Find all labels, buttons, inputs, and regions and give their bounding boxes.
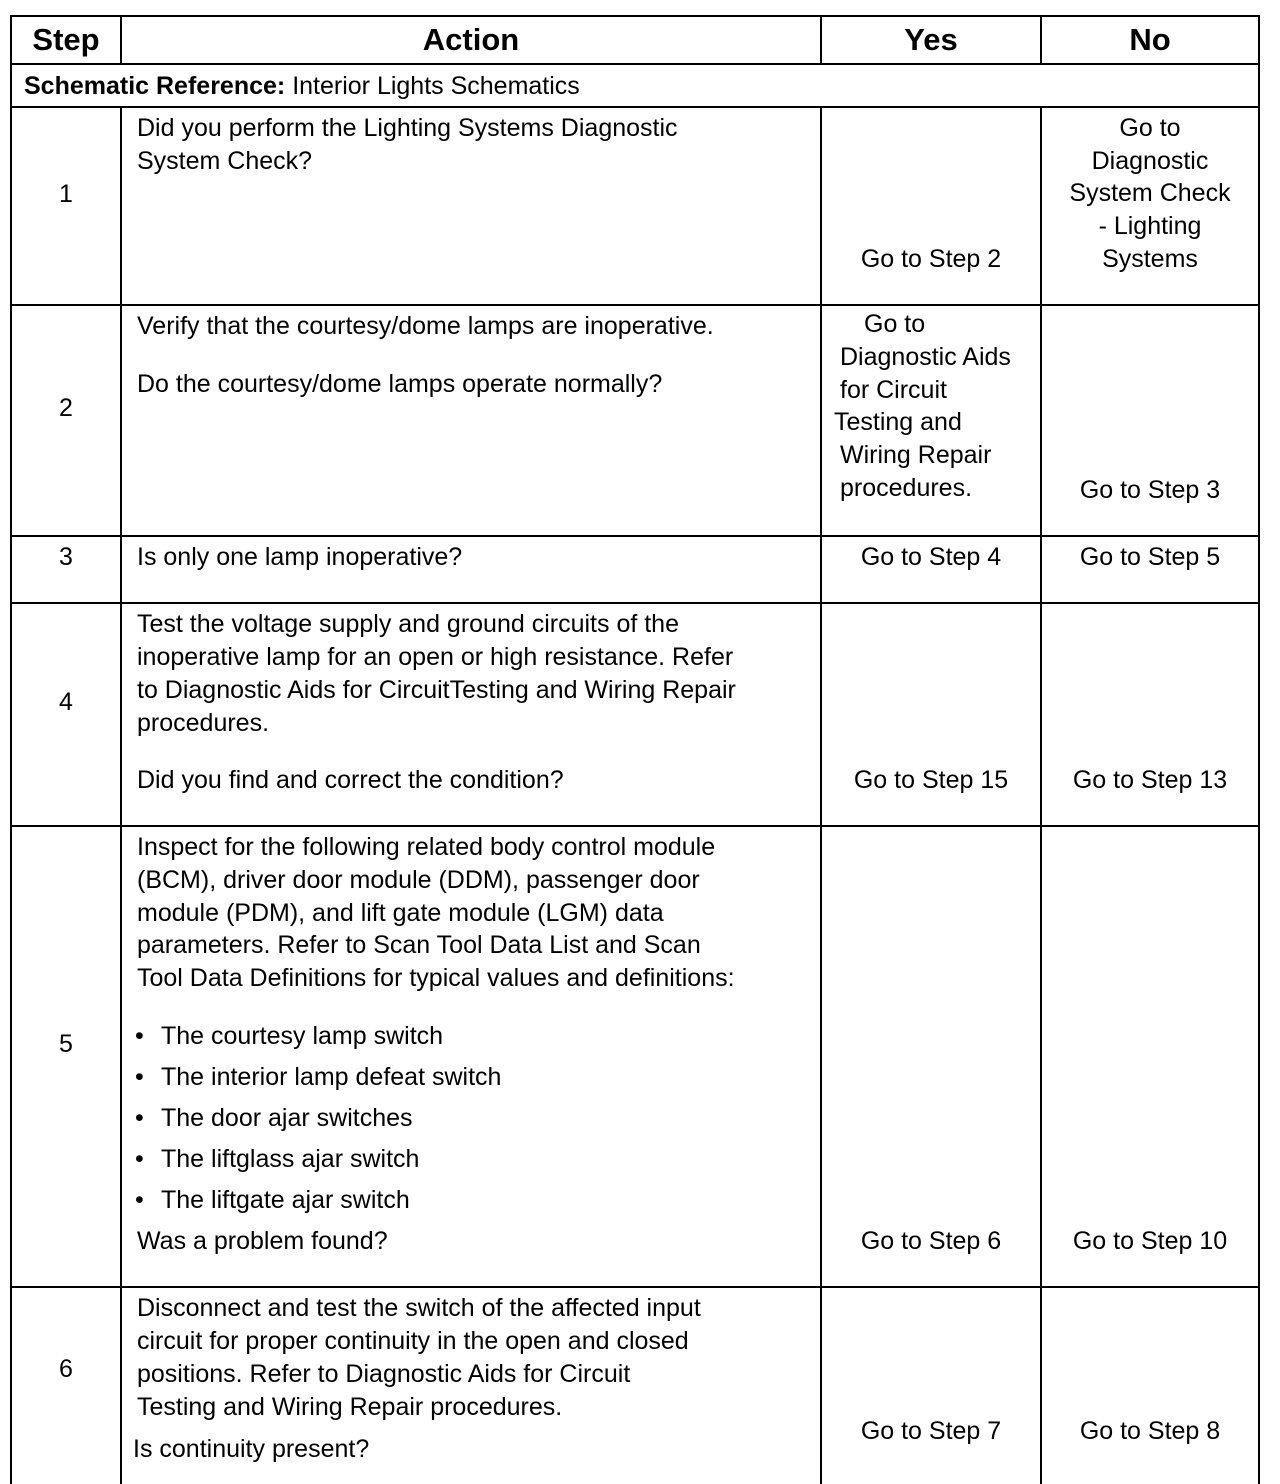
list-item-label: The liftglass ajar switch: [161, 1145, 420, 1173]
step-number: 3: [59, 543, 73, 571]
header-yes: Yes: [904, 22, 958, 57]
yes-result: Go to Step 6: [860, 1227, 1002, 1255]
action-text: Testing and Wiring Repair procedures.: [137, 1393, 563, 1421]
step-number: 1: [59, 180, 73, 208]
action-text: Do the courtesy/dome lamps operate normally?: [137, 370, 663, 398]
row-divider-2: [10, 535, 1260, 537]
yes-result: for Circuit: [840, 376, 947, 404]
yes-result: Diagnostic Aids: [840, 343, 1011, 371]
no-result: Go to: [1119, 114, 1181, 142]
action-text: module (PDM), and lift gate module (LGM) data: [137, 899, 664, 927]
no-result: - Lighting: [1098, 212, 1202, 240]
list-item-label: The interior lamp defeat switch: [161, 1063, 502, 1091]
list-item: [135, 1102, 501, 1143]
no-result: Systems: [1102, 245, 1198, 273]
action-text: Disconnect and test the switch of the affected input: [137, 1294, 701, 1322]
list-item: [135, 1143, 501, 1184]
action-text: parameters. Refer to Scan Tool Data List and Scan: [137, 931, 701, 959]
yes-result: Testing and: [834, 408, 962, 436]
action-text: Did you perform the Lighting Systems Diagnostic: [137, 114, 678, 142]
list-item-label: The liftgate ajar switch: [161, 1186, 410, 1214]
step-number: 6: [59, 1355, 73, 1383]
action-text: Test the voltage supply and ground circuits of the: [137, 610, 679, 638]
table-border-left: [10, 15, 12, 1484]
list-item: [135, 1184, 501, 1225]
action-text: Did you find and correct the condition?: [137, 766, 564, 794]
step-number: 5: [59, 1030, 73, 1058]
no-result: Go to Step 3: [1079, 476, 1221, 504]
list-item: [135, 1020, 501, 1061]
action-text: Is continuity present?: [133, 1435, 370, 1463]
yes-result: Go to: [864, 310, 926, 338]
table-border-right: [1258, 15, 1260, 1484]
bullet-glyph: •: [135, 1104, 144, 1132]
list-item: [135, 1061, 501, 1102]
bullet-glyph: •: [135, 1145, 144, 1173]
action-question: Was a problem found?: [137, 1227, 388, 1255]
bullet-list: [135, 1020, 501, 1225]
step-number: 4: [59, 688, 73, 716]
action-text: procedures.: [137, 709, 270, 737]
bullet-glyph: •: [135, 1022, 144, 1050]
table-border-top: [10, 15, 1260, 17]
no-result: Go to Step 13: [1072, 766, 1228, 794]
row-divider-3: [10, 602, 1260, 604]
action-text: Tool Data Definitions for typical values and definitions:: [137, 964, 735, 992]
row-divider-4: [10, 825, 1260, 827]
action-text: (BCM), driver door module (DDM), passenger door: [137, 866, 700, 894]
no-result: Go to Step 8: [1079, 1417, 1221, 1445]
action-text: circuit for proper continuity in the open and closed: [137, 1327, 689, 1355]
yes-result: procedures.: [840, 474, 973, 502]
action-text: Is only one lamp inoperative?: [137, 543, 463, 571]
no-result: Go to Step 5: [1079, 543, 1221, 571]
yes-result: Go to Step 2: [860, 245, 1002, 273]
list-item-label: The door ajar switches: [161, 1104, 413, 1132]
schematic-reference: [24, 70, 580, 103]
row-divider-5: [10, 1286, 1260, 1288]
reference-divider: [10, 106, 1260, 108]
row-divider-1: [10, 304, 1260, 306]
no-result: Diagnostic: [1091, 147, 1209, 175]
yes-result: Go to Step 7: [860, 1417, 1002, 1445]
column-divider-step-body: [120, 106, 122, 1484]
no-result: Go to Step 10: [1072, 1227, 1228, 1255]
yes-result: Go to Step 4: [860, 543, 1002, 571]
header-action: Action: [422, 22, 520, 57]
action-text: inoperative lamp for an open or high resistance. Refer: [137, 643, 734, 671]
action-text: to Diagnostic Aids for CircuitTesting and Wiring Repair: [137, 676, 736, 704]
action-text: Inspect for the following related body control module: [137, 833, 716, 861]
header-no: No: [1129, 22, 1171, 57]
action-text: positions. Refer to Diagnostic Aids for Circuit: [137, 1360, 631, 1388]
bullet-glyph: •: [135, 1186, 144, 1214]
yes-result: Go to Step 15: [853, 766, 1009, 794]
action-text: System Check?: [137, 147, 313, 175]
header-divider: [10, 63, 1260, 65]
action-text: Verify that the courtesy/dome lamps are inoperative.: [137, 312, 714, 340]
header-step: Step: [32, 22, 100, 57]
no-result: System Check: [1069, 179, 1231, 207]
step-number: 2: [59, 394, 73, 422]
list-item-label: The courtesy lamp switch: [161, 1022, 444, 1050]
schematic-reference-label: Schematic Reference:: [24, 72, 286, 100]
bullet-glyph: •: [135, 1063, 144, 1091]
yes-result: Wiring Repair: [840, 441, 992, 469]
schematic-reference-value: Interior Lights Schematics: [292, 72, 580, 100]
